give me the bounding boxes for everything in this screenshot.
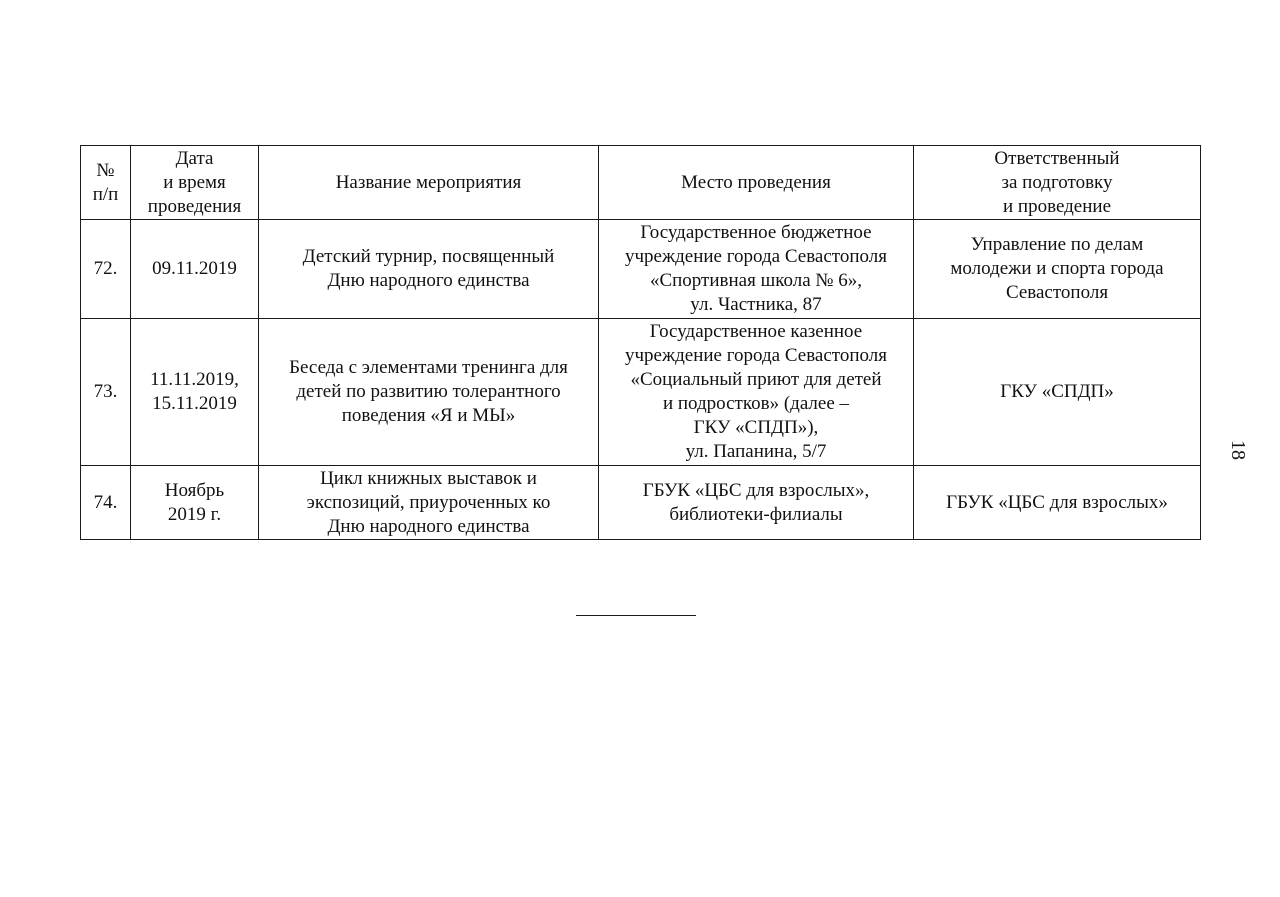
cell-place: Государственное казенное учреждение города Севастополя «Социальный приют для детей и подростков» (далее – ГКУ «СПДП»), ул. Папанина, 5/7 xyxy=(599,319,914,466)
cell-num: 73. xyxy=(81,319,131,466)
cell-responsible: ГБУК «ЦБС для взрослых» xyxy=(914,466,1201,540)
table-row xyxy=(81,466,1201,540)
cell-name: Беседа с элементами тренинга для детей по развитию толерантного поведения «Я и МЫ» xyxy=(259,319,599,466)
header-row xyxy=(81,146,1201,220)
header-place: Место проведения xyxy=(599,146,914,220)
cell-num: 74. xyxy=(81,466,131,540)
table-header xyxy=(81,146,1201,220)
cell-date: Ноябрь 2019 г. xyxy=(131,466,259,540)
cell-responsible: ГКУ «СПДП» xyxy=(914,319,1201,466)
end-divider xyxy=(576,615,696,616)
header-responsible: Ответственный за подготовку и проведение xyxy=(914,146,1201,220)
cell-date: 09.11.2019 xyxy=(131,220,259,319)
events-table xyxy=(80,145,1201,540)
cell-name: Цикл книжных выставок и экспозиций, приуроченных ко Дню народного единства xyxy=(259,466,599,540)
cell-place: Государственное бюджетное учреждение города Севастополя «Спортивная школа № 6», ул. Частника, 87 xyxy=(599,220,914,319)
cell-date: 11.11.2019, 15.11.2019 xyxy=(131,319,259,466)
header-num: № п/п xyxy=(81,146,131,220)
table-body xyxy=(81,220,1201,540)
table-row xyxy=(81,319,1201,466)
cell-num: 72. xyxy=(81,220,131,319)
header-name: Название мероприятия xyxy=(259,146,599,220)
table-row xyxy=(81,220,1201,319)
cell-place: ГБУК «ЦБС для взрослых», библиотеки-филиалы xyxy=(599,466,914,540)
header-date: Дата и время проведения xyxy=(131,146,259,220)
cell-name: Детский турнир, посвященный Дню народного единства xyxy=(259,220,599,319)
page-number: 18 xyxy=(1227,440,1249,460)
cell-responsible: Управление по делам молодежи и спорта города Севастополя xyxy=(914,220,1201,319)
